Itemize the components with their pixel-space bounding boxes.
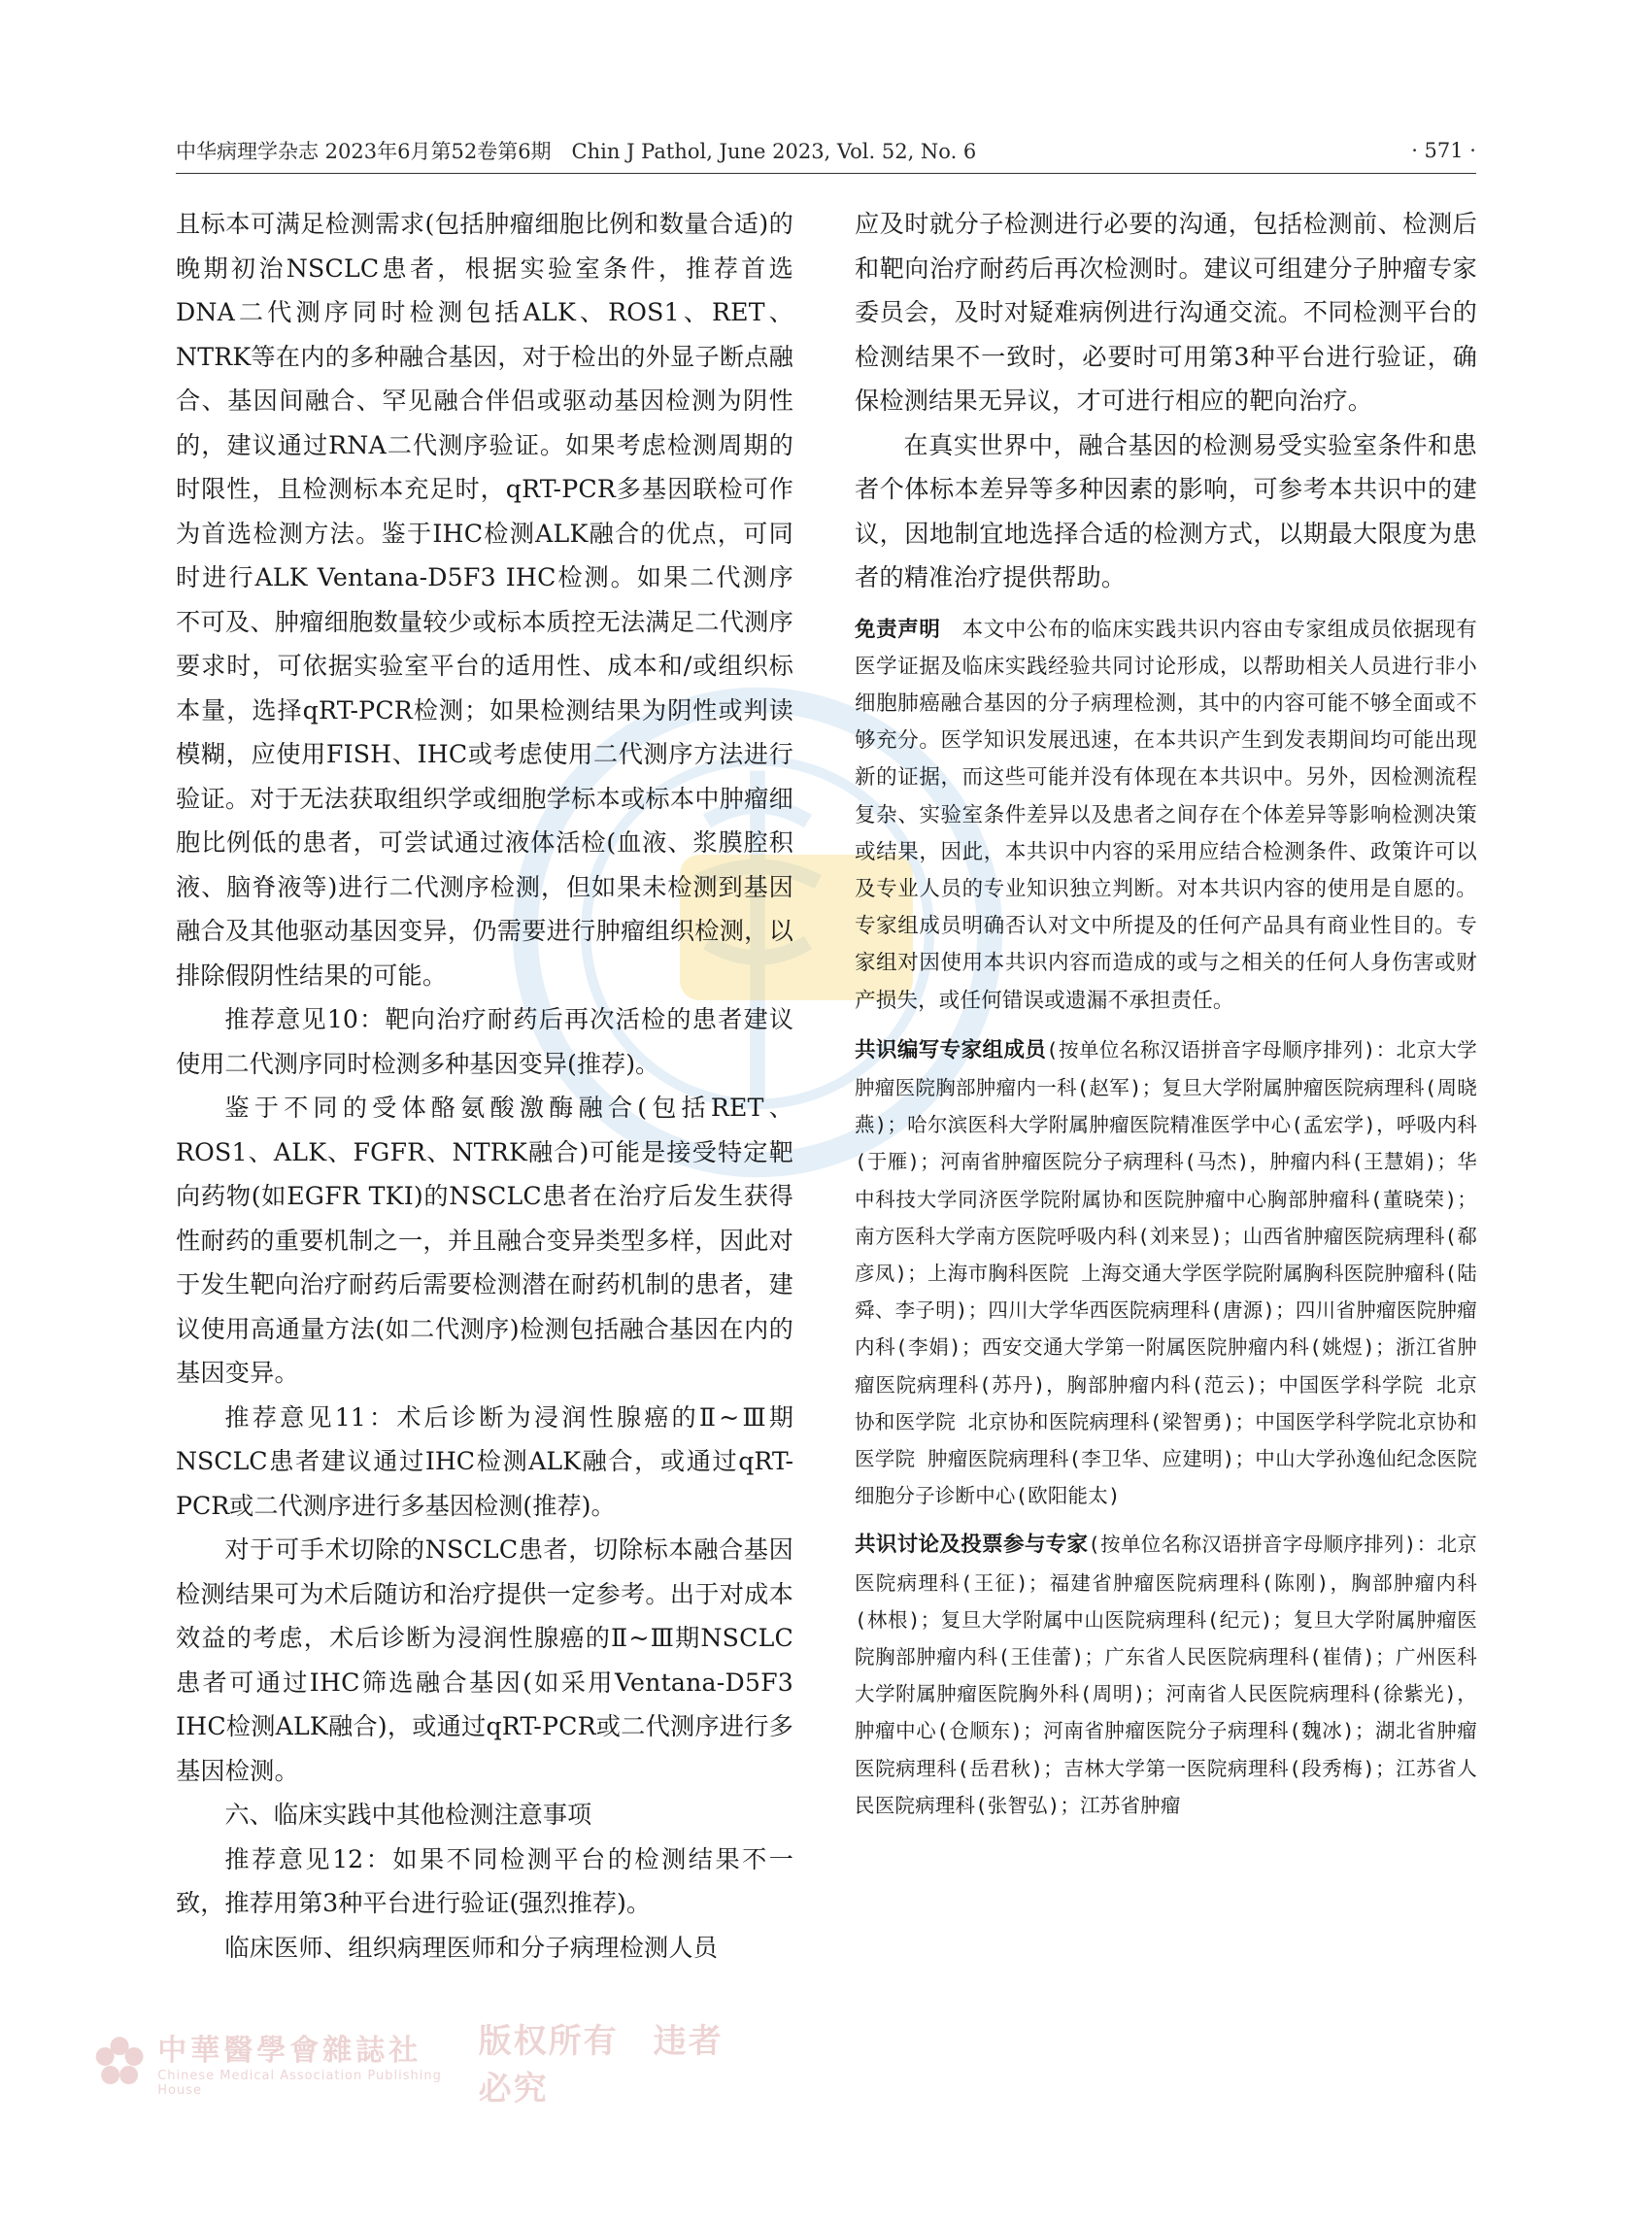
voting-lead: 共识讨论及投票参与专家 (855, 1533, 1089, 1558)
publisher-logo-watermark (93, 2022, 754, 2108)
flower-logo-icon (93, 2032, 146, 2092)
left-column (176, 202, 793, 1970)
disclaimer-lead: 免责声明 (855, 617, 941, 642)
recommendation-10: 推荐意见10：靶向治疗耐药后再次活检的患者建议使用二代测序同时检测多种基因变异(推荐)。 (176, 1005, 793, 1078)
header-rule (176, 173, 1476, 174)
running-header (176, 134, 1476, 167)
copyright-notice: 版权所有 违者必究 (478, 2022, 724, 2108)
publisher-name: 中華醫學會雜誌社 (157, 2034, 422, 2068)
paragraph: 且标本可满足检测需求(包括肿瘤细胞比例和数量合适)的晚期初治NSCLC患者，根据实验室条件，推荐首选DNA二代测序同时检测包括ALK、ROS1、RET、NTRK等在内的多种融合基因，对于检出的外显子断点融合、基因间融合、罕见融合伴侣或驱动基因检测为阴性的，建议通过RNA二代测序验证。如果考虑检测周期的时限性，且检测标本充足时，qRT-PCR多基因联检可作为首选检测方法。鉴于IHC检测ALK融合的优点，可同时进行ALK Ventana-D5F3 IHC检测。如果二代测序不可及、肿瘤细胞数量较少或标本质控无法满足二代测序要求时，可依据实验室平台的适用性、成本和/或组织标本量，选择qRT-PCR检测；如果检测结果为阴性或判读模糊，应使用FISH、IHC或考虑使用二代测序方法进行验证。对于无法获取组织学或细胞学标本或标本中肿瘤细胞比例低的患者，可尝试通过液体活检(血液、浆膜腔积液、脑脊液等)进行二代测序检测，但如果未检测到基因融合及其他驱动基因变异，仍需要进行肿瘤组织检测，以排除假阴性结果的可能。 (176, 210, 793, 990)
voting-experts-block (855, 1526, 1477, 1824)
section-heading: 六、临床实践中其他检测注意事项 (224, 1801, 592, 1829)
paragraph: 对于可手术切除的NSCLC患者，切除标本融合基因检测结果可为术后随访和治疗提供一定参考。出于对成本效益的考虑，术后诊断为浸润性腺癌的Ⅱ~Ⅲ期NSCLC患者可通过IHC筛选融合基因(如采用Ventana-D5F3 IHC检测ALK融合)，或通过qRT-PCR或二代测序进行多基因检测。 (176, 1535, 793, 1785)
voting-list: (按单位名称汉语拼音字母顺序排列)：北京医院病理科(王征)；福建省肿瘤医院病理科(陈刚)，胸部肿瘤内科(林根)；复旦大学附属中山医院病理科(纪元)；复旦大学附属肿瘤医院胸部肿瘤内科(王佳蕾)；广东省人民医院病理科(崔倩)；广州医科大学附属肿瘤医院胸外科(周明)；河南省人民医院病理科(徐紫光)，肿瘤中心(仓顺东)；河南省肿瘤医院分子病理科(魏冰)；湖北省肿瘤医院病理科(岳君秋)；吉林大学第一医院病理科(段秀梅)；江苏省人民医院病理科(张智弘)；江苏省肿瘤 (855, 1533, 1478, 1817)
page-number: · 571 · (1411, 139, 1476, 162)
publisher-name-en: Chinese Medical Association Publishing House (157, 2069, 442, 2098)
recommendation-12: 推荐意见12：如果不同检测平台的检测结果不一致，推荐用第3种平台进行验证(强烈推荐)。 (176, 1844, 793, 1917)
disclaimer-text: 本文中公布的临床实践共识内容由专家组成员依据现有医学证据及临床实践经验共同讨论形成，以帮助相关人员进行非小细胞肺癌融合基因的分子病理检测，其中的内容可能不够全面或不够充分。医学知识发展迅速，在本共识产生到发表期间均可能出现新的证据，而这些可能并没有体现在本共识中。另外，因检测流程复杂、实验室条件差异以及患者之间存在个体差异等影响检测决策或结果，因此，本共识中内容的采用应结合检测条件、政策许可以及专业人员的专业知识独立判断。对本共识内容的使用是自愿的。专家组成员明确否认对文中所提及的任何产品具有商业性目的。专家组对因使用本共识内容而造成的或与之相关的任何人身伤害或财产损失，或任何错误或遗漏不承担责任。 (855, 617, 1477, 1013)
recommendation-11: 推荐意见11：术后诊断为浸润性腺癌的Ⅱ~Ⅲ期NSCLC患者建议通过IHC检测ALK融合，或通过qRT-PCR或二代测序进行多基因检测(推荐)。 (176, 1402, 793, 1520)
experts-list: (按单位名称汉语拼音字母顺序排列)：北京大学肿瘤医院胸部肿瘤内一科(赵军)；复旦大学附属肿瘤医院病理科(周晓燕)；哈尔滨医科大学附属肿瘤医院精准医学中心(孟宏学)，呼吸内科(于雁)；河南省肿瘤医院分子病理科(马杰)，肿瘤内科(王慧娟)；华中科技大学同济医学院附属协和医院肿瘤中心胸部肿瘤科(董晓荣)；南方医科大学南方医院呼吸内科(刘来昱)；山西省肿瘤医院病理科(郗彦凤)；上海市胸科医院 上海交通大学医学院附属胸科医院肿瘤科(陆舜、李子明)；四川大学华西医院病理科(唐源)；四川省肿瘤医院肿瘤内科(李娟)；西安交通大学第一附属医院肿瘤内科(姚煜)；浙江省肿瘤医院病理科(苏丹)，胸部肿瘤内科(范云)；中国医学科学院 北京协和医学院 北京协和医院病理科(梁智勇)；中国医学科学院北京协和医学院 肿瘤医院病理科(李卫华、应建明)；中山大学孙逸仙纪念医院细胞分子诊断中心(欧阳能太) (855, 1037, 1477, 1508)
disclaimer-block (855, 612, 1477, 1020)
paragraph: 临床医师、组织病理医师和分子病理检测人员 (224, 1933, 719, 1962)
experts-block (855, 1031, 1477, 1515)
paragraph: 应及时就分子检测进行必要的沟通，包括检测前、检测后和靶向治疗耐药后再次检测时。建议可组建分子肿瘤专家委员会，及时对疑难病例进行沟通交流。不同检测平台的检测结果不一致时，必要时可用第3种平台进行验证，确保检测结果无异议，才可进行相应的靶向治疗。 (855, 210, 1477, 415)
paragraph: 鉴于不同的受体酪氨酸激酶融合(包括RET、ROS1、ALK、FGFR、NTRK融合)可能是接受特定靶向药物(如EGFR TKI)的NSCLC患者在治疗后发生获得性耐药的重要机制之一，并且融合变异类型多样，因此对于发生靶向治疗耐药后需要检测潜在耐药机制的患者，建议使用高通量方法(如二代测序)检测包括融合基因在内的基因变异。 (176, 1094, 793, 1387)
right-column (855, 202, 1477, 1824)
journal-citation: 中华病理学杂志 2023年6月第52卷第6期 Chin J Pathol, June 2023, Vol. 52, No. 6 (176, 140, 977, 163)
experts-lead: 共识编写专家组成员 (855, 1037, 1047, 1062)
paragraph: 在真实世界中，融合基因的检测易受实验室条件和患者个体标本差异等多种因素的影响，可参考本共识中的建议，因地制宜地选择合适的检测方式，以期最大限度为患者的精准治疗提供帮助。 (855, 430, 1477, 591)
